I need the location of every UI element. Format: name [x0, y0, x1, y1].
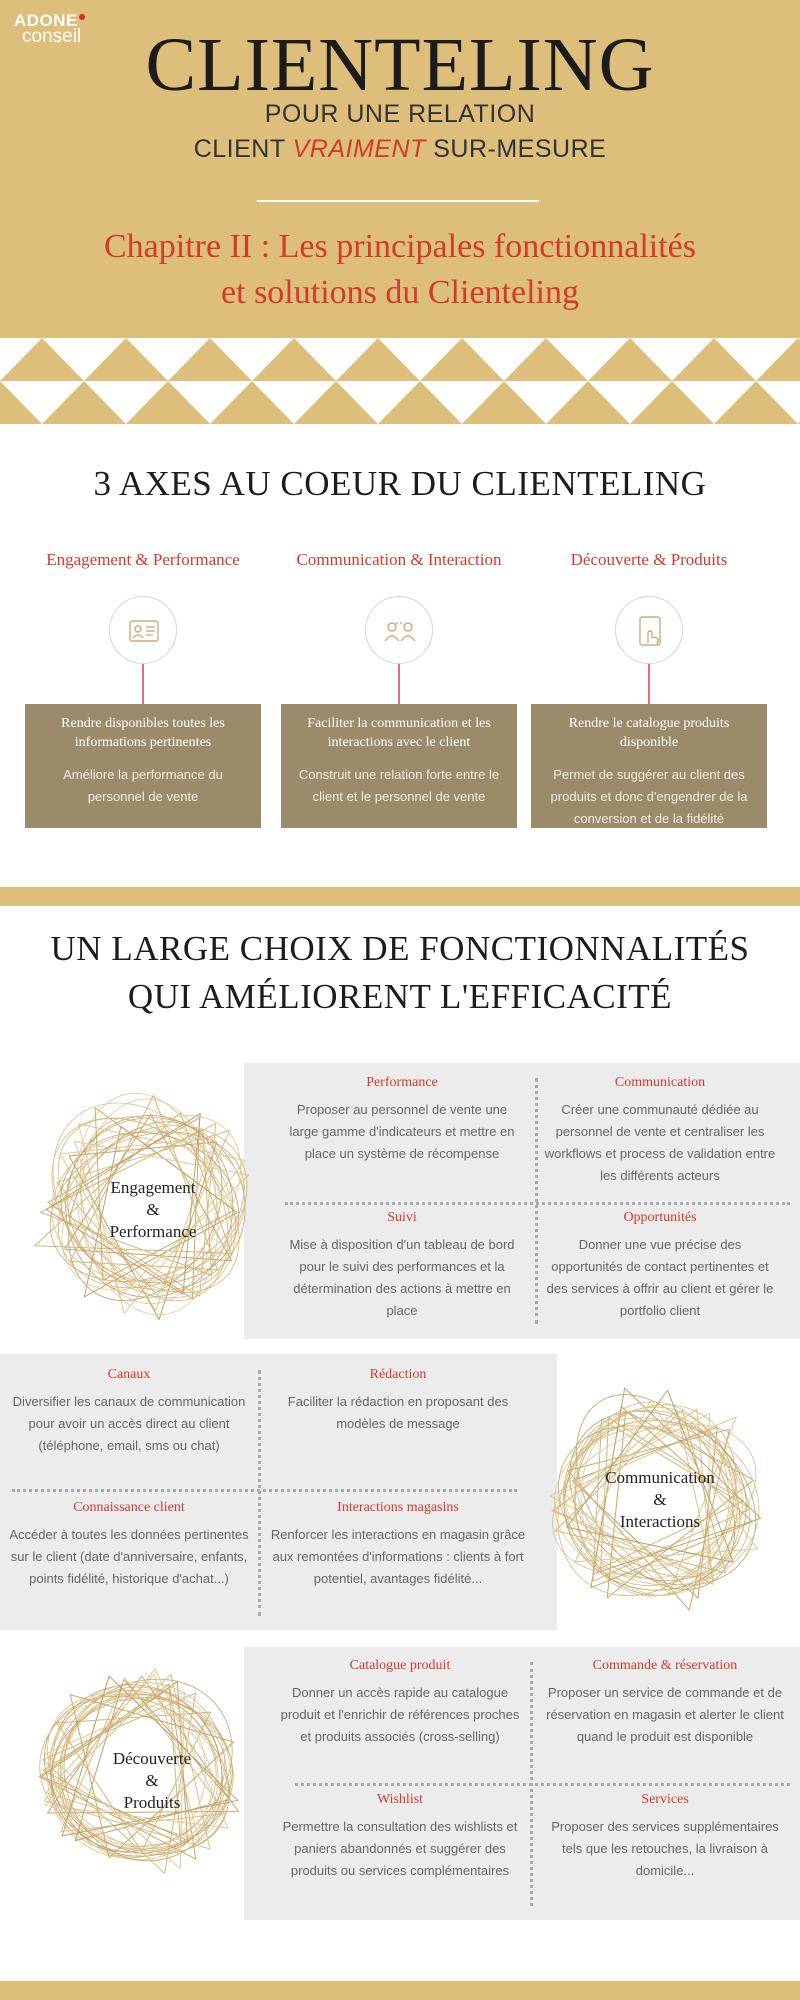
feature-desc: Donner un accès rapide au catalogue produit et l'enrichir de références proches et produits associés (cross-selling) [280, 1685, 520, 1744]
feature-title: Services [641, 1792, 689, 1807]
feature-title: Interactions magasins [337, 1500, 459, 1515]
group-label-line-2: Interactions [619, 1512, 701, 1531]
feature-title: Canaux [107, 1367, 151, 1382]
id-card-icon [109, 596, 177, 664]
panel-divider-horizontal [285, 1202, 790, 1205]
axis-engagement [25, 550, 261, 828]
axis-label: Communication & Interaction [296, 550, 502, 569]
feature-desc: Accéder à toutes les données pertinentes sur le client (date d'anniversaire, enfants, points fidélité, historique d'achat...) [9, 1527, 249, 1586]
axis-connector [142, 664, 144, 704]
group-label-amp: & [653, 1490, 667, 1509]
feature-title: Communication [614, 1075, 706, 1090]
feature-desc: Faciliter la rédaction en proposant des modèles de message [287, 1394, 509, 1431]
group-label-engagement [78, 1177, 228, 1243]
axis-connector [648, 664, 650, 704]
feature-desc: Donner une vue précise des opportunités de contact pertinentes et des services à offrir au client et gérer le portfolio client [546, 1237, 774, 1318]
features-section-title [0, 925, 800, 1021]
feature-item [8, 1367, 250, 1457]
group-label-line-1: Découverte [112, 1749, 192, 1768]
group-label-line-2: Produits [123, 1793, 181, 1812]
feature-title: Performance [366, 1075, 438, 1090]
features-title-line-2: QUI AMÉLIORENT L'EFFICACITÉ [127, 977, 673, 1016]
logo-text-main: ADONE [14, 11, 78, 30]
group-label-amp: & [145, 1771, 159, 1790]
axis-box [25, 704, 261, 828]
group-label-line-1: Communication [605, 1468, 715, 1487]
subtitle-line-1: POUR UNE RELATION [264, 100, 536, 128]
axis-box [281, 704, 517, 828]
axis-box-title: Rendre disponibles toutes les informations pertinentes [61, 716, 225, 750]
feature-desc: Créer une communauté dédiée au personnel de vente et centraliser les workflows et process de validation entre les différents acteurs [544, 1102, 776, 1183]
axis-box-desc: Améliore la performance du personnel de vente [63, 767, 223, 804]
subtitle-pre: CLIENT [193, 135, 293, 163]
axis-box-title: Rendre le catalogue produits disponible [568, 716, 730, 750]
panel-divider-horizontal [12, 1489, 517, 1492]
feature-desc: Proposer un service de commande et de réservation en magasin et alerter le client quand le produit est disponible [546, 1685, 784, 1744]
feature-title: Connaissance client [73, 1500, 185, 1515]
feature-desc: Proposer au personnel de vente une large gamme d'indicateurs et mettre en place un système de récompense [289, 1102, 515, 1161]
feature-desc: Mise à disposition d'un tableau de bord pour le suivi des performances et la détermination des actions à mettre en place [289, 1237, 515, 1318]
feature-item [268, 1500, 528, 1590]
axis-box-title: Faciliter la communication et les interactions avec le client [307, 716, 491, 750]
group-label-line-1: Engagement [110, 1178, 196, 1197]
axis-box-desc: Construit une relation forte entre le client et le personnel de vente [298, 767, 500, 804]
feature-title: Commande & réservation [592, 1658, 738, 1673]
tablet-touch-icon [615, 596, 683, 664]
feature-item [284, 1210, 520, 1322]
subtitle-line-2 [0, 135, 800, 164]
people-chat-icon [365, 596, 433, 664]
feature-title: Rédaction [369, 1367, 427, 1382]
feature-item [544, 1210, 776, 1322]
axis-label: Découverte & Produits [570, 550, 728, 569]
gold-band [0, 887, 800, 906]
axis-communication [281, 550, 517, 828]
feature-item [540, 1792, 790, 1882]
feature-item [8, 1500, 250, 1590]
feature-item [280, 1792, 520, 1882]
feature-item [284, 1075, 520, 1165]
axis-connector [398, 664, 400, 704]
logo-text-sub: conseil [22, 26, 82, 47]
gold-band-footer [0, 1981, 800, 2000]
panel-divider-vertical [535, 1078, 538, 1324]
feature-title: Suivi [387, 1210, 417, 1225]
panel-divider-vertical [258, 1370, 261, 1616]
logo-dot-icon [79, 14, 85, 20]
feature-title: Opportunités [623, 1210, 697, 1225]
axis-decouverte [531, 550, 767, 828]
feature-item [268, 1367, 528, 1435]
feature-desc: Renforcer les interactions en magasin grâce aux remontées d'informations : clients à fort potentiel, avantages fidélité... [270, 1527, 526, 1586]
feature-title: Catalogue produit [349, 1658, 451, 1673]
subtitle-emphasis: VRAIMENT [292, 135, 426, 163]
header-divider [257, 200, 539, 202]
chapter-title-line-2: et solutions du Clienteling [221, 274, 579, 311]
feature-title: Wishlist [376, 1792, 424, 1807]
page-title: CLIENTELING [145, 23, 655, 107]
axis-box-desc: Permet de suggérer au client des produits et donc d'engendrer de la conversion et de la fidélité [550, 767, 748, 826]
feature-desc: Proposer des services supplémentaires tels que les retouches, la livraison à domicile... [551, 1819, 779, 1878]
feature-desc: Permettre la consultation des wishlists et paniers abandonnés et suggérer des produits ou services complémentaires [282, 1819, 518, 1878]
chapter-title-line-1: Chapitre II : Les principales fonctionnalités [104, 228, 696, 265]
feature-item [540, 1658, 790, 1748]
subtitle-post: SUR-MESURE [425, 135, 607, 163]
axes-section-title: 3 AXES AU COEUR DU CLIENTELING [93, 464, 707, 503]
group-label-communication [585, 1467, 735, 1533]
panel-divider-horizontal [295, 1783, 790, 1786]
axis-label: Engagement & Performance [46, 550, 240, 569]
group-label-line-2: Performance [109, 1222, 197, 1241]
axis-box [531, 704, 767, 828]
triangle-pattern [0, 338, 800, 424]
features-title-line-1: UN LARGE CHOIX DE FONCTIONNALITÉS [50, 929, 750, 968]
chapter-title [0, 224, 800, 316]
group-label-decouverte [77, 1748, 227, 1814]
feature-desc: Diversifier les canaux de communication pour avoir un accès direct au client (téléphone, email, sms ou chat) [12, 1394, 246, 1453]
header-banner [0, 0, 800, 338]
group-label-amp: & [146, 1200, 160, 1219]
feature-item [544, 1075, 776, 1187]
feature-item [280, 1658, 520, 1748]
